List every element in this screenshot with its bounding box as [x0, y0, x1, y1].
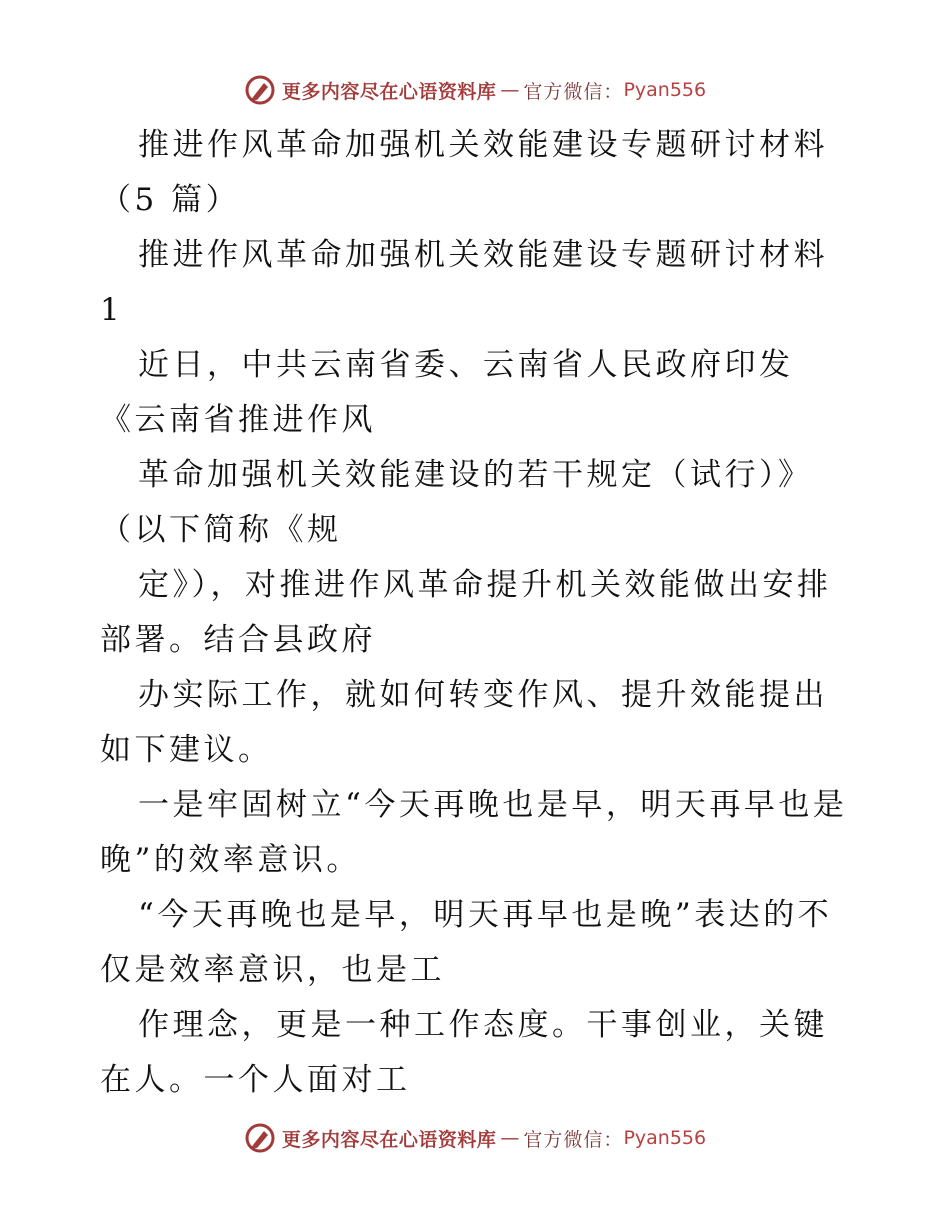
paragraph-5: 办实际工作，就如何转变作风、提升效能提出如下建议。 [100, 677, 828, 768]
paragraph-4: 定》），对推进作风革命提升机关效能做出安排部署。结合县政府 [100, 567, 832, 658]
document-title: 推进作风革命加强机关效能建设专题研讨材料（5 篇） [100, 127, 828, 218]
paragraph-6: 一是牢固树立“今天再晚也是早，明天再早也是晚”的效率意识。 [100, 787, 848, 878]
header-watermark-banner [0, 70, 950, 110]
banner-dash: — [500, 1127, 520, 1149]
banner-wechat-handle: Pyan556 [623, 79, 707, 101]
paragraph-7: “今天再晚也是早，明天再早也是晚”表达的不仅是效率意识，也是工 [100, 897, 833, 988]
banner-wechat-handle: Pyan556 [623, 1127, 707, 1149]
paragraph-1: 推进作风革命加强机关效能建设专题研讨材料 1 [100, 237, 842, 328]
paragraph-8: 作理念，更是一种工作态度。干事创业，关键在人。一个人面对工 [100, 1007, 828, 1098]
banner-dash: — [500, 79, 520, 101]
paragraph-2: 近日，中共云南省委、云南省人民政府印发《云南省推进作风 [100, 347, 794, 438]
banner-wechat-label: 官方微信： [523, 1128, 624, 1151]
pen-nib-logo-icon [244, 74, 276, 106]
banner-slogan: 更多内容尽在心语资料库 [281, 80, 497, 103]
banner-wechat-label: 官方微信： [523, 80, 624, 103]
paragraph-3: 革命加强机关效能建设的若干规定（试行）》（以下简称《规 [100, 457, 813, 548]
banner-slogan: 更多内容尽在心语资料库 [281, 1128, 497, 1151]
footer-watermark-banner [0, 1118, 950, 1158]
pen-nib-logo-icon [244, 1122, 276, 1154]
document-body [100, 118, 852, 1108]
